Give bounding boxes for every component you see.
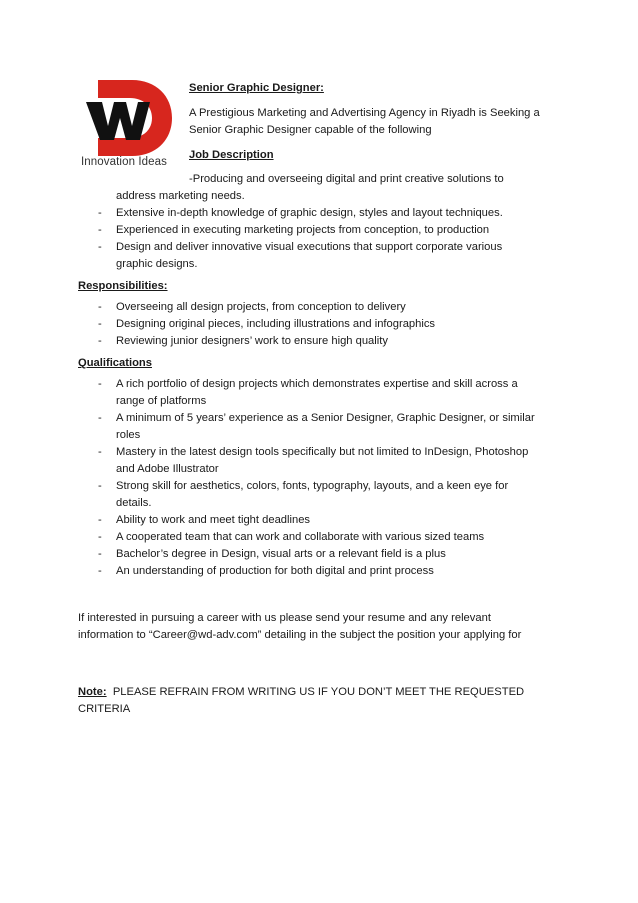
job-description-list [78, 205, 578, 273]
qualifications-heading: Qualifications [78, 357, 152, 369]
note-text: PLEASE REFRAIN FROM WRITING US IF YOU DON’T MEET THE REQUESTED CRITERIA [78, 686, 525, 715]
contact-line-1: If interested in pursuing a career with us please send your resume and any relevant [78, 612, 491, 624]
list-item: - Mastery in the latest design tools specifically but not limited to InDesign, Photoshop and Adobe Illustrator [98, 446, 529, 475]
header-block [189, 80, 569, 164]
list-item: - Bachelor’s degree in Design, visual arts or a relevant field is a plus [98, 548, 446, 560]
note-label: Note: [78, 686, 107, 698]
job-description-heading: Job Description [189, 149, 274, 161]
document-body [78, 171, 578, 718]
list-item: - An understanding of production for both digital and print process [98, 565, 434, 577]
list-item: - Strong skill for aesthetics, colors, fonts, typography, layouts, and a keen eye for details. [98, 480, 509, 509]
note-line [78, 684, 578, 718]
contact-line-2: information to “Career@wd-adv.com” detailing in the subject the position your applying for [78, 629, 522, 641]
intro-line-2: Senior Graphic Designer capable of the following [189, 124, 432, 136]
list-item: - A rich portfolio of design projects which demonstrates expertise and skill across a range of platforms [98, 378, 518, 407]
job-title: Senior Graphic Designer: [189, 82, 324, 94]
logo-caption: Innovation Ideas [81, 156, 167, 168]
list-item: - Ability to work and meet tight deadlines [98, 514, 311, 526]
wd-logo-icon [80, 76, 180, 160]
list-item: - Designing original pieces, including illustrations and infographics [98, 318, 436, 330]
list-item: - A cooperated team that can work and collaborate with various sized teams [98, 531, 485, 543]
jd-item-first-line1: -Producing and overseeing digital and print creative solutions to [189, 173, 504, 185]
list-item: - Experienced in executing marketing projects from conception, to production [98, 224, 490, 236]
jd-item-first-line2: address marketing needs. [116, 190, 245, 202]
responsibilities-heading: Responsibilities: [78, 280, 168, 292]
responsibilities-list [78, 299, 578, 350]
list-item: - Design and deliver innovative visual executions that support corporate various graphic designs. [98, 241, 503, 270]
list-item: - Extensive in-depth knowledge of graphic design, styles and layout techniques. [98, 207, 503, 219]
list-item: - A minimum of 5 years’ experience as a Senior Designer, Graphic Designer, or similar roles [98, 412, 535, 441]
list-item: - Reviewing junior designers’ work to ensure high quality [98, 335, 388, 347]
qualifications-list [78, 376, 578, 580]
intro-line-1: A Prestigious Marketing and Advertising Agency in Riyadh is Seeking a [189, 107, 540, 119]
list-item: - Overseeing all design projects, from conception to delivery [98, 301, 406, 313]
